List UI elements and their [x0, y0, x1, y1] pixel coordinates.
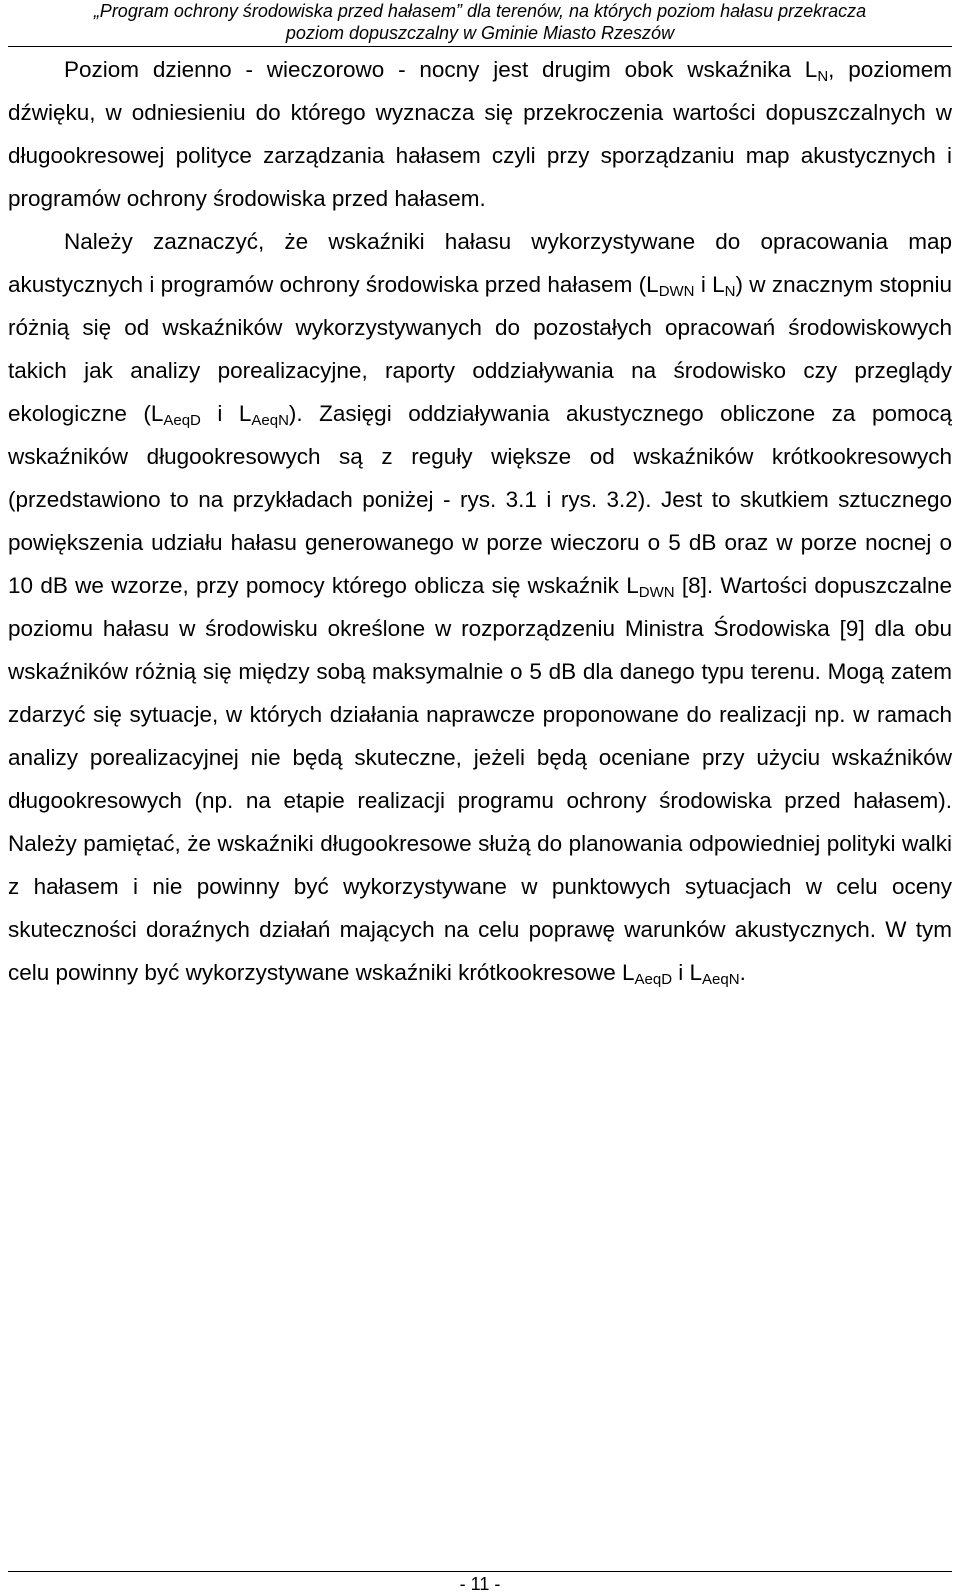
text-run: , poziomem dźwięku, w odniesieniu do którego wyznacza się przekroczenia wartości dopuszczalnych w długookresowej polityce zarządzania hałasem czyli przy sporządzaniu map akustycznych i programów ochrony środowiska przed hałasem.: [8, 57, 952, 211]
header-divider: [8, 46, 952, 47]
subscript: DWN: [658, 283, 695, 301]
paragraph-indicator-comparison: [8, 220, 952, 994]
subscript: AeqD: [163, 412, 201, 430]
text-run: i L: [694, 272, 725, 297]
text-run: [8]. Wartości dopuszczalne poziomu hałasu w środowisku określone w rozporządzeniu Ministra Środowiska [9] dla obu wskaźników różnią się między sobą maksymalnie o 5 dB dla danego typu terenu. Mogą zatem zdarzyć się sytuacje, w których działania naprawcze proponowane do realizacji np. w ramach analizy porealizacyjnej nie będą skuteczne, jeżeli będą oceniane przy użyciu wskaźników długookresowych (np. na etapie realizacji programu ochrony środowiska przed hałasem). Należy pamiętać, że wskaźniki długookresowe służą do planowania odpowiedniej polityki walki z hałasem i nie powinny być wykorzystywane w punktowych sytuacjach w celu oceny skuteczności doraźnych działań mających na celu poprawę warunków akustycznych. W tym celu powinny być wykorzystywane wskaźniki krótkookresowe L: [8, 573, 952, 985]
footer-divider: [8, 1571, 952, 1572]
page-header: [0, 0, 960, 44]
text-run: i L: [200, 401, 252, 426]
header-title-line-2: poziom dopuszczalny w Gminie Miasto Rzeszów: [285, 23, 675, 43]
text-run: ) w znacznym stopniu różnią się od wskaźników wykorzystywanych do pozostałych opracowań środowiskowych takich jak analizy porealizacyjne, raporty oddziaływania na środowisko czy przeglądy ekologiczne (L: [8, 272, 953, 426]
header-title-line-1: „Program ochrony środowiska przed hałasem” dla terenów, na których poziom hałasu przekracza: [93, 1, 867, 21]
subscript: AeqD: [634, 971, 673, 989]
text-run: Poziom dzienno - wieczorowo - nocny jest drugim obok wskaźnika L: [64, 57, 818, 82]
subscript: N: [817, 68, 829, 86]
page-number: - 11 -: [459, 1574, 501, 1594]
text-run: i L: [672, 960, 703, 985]
text-run: .: [739, 960, 746, 985]
text-run: ). Zasięgi oddziaływania akustycznego obliczone za pomocą wskaźników długookresowych są z reguły większe od wskaźników krótkookresowych (przedstawiono to na przykładach poniżej - rys. 3.1 i rys. 3.2). Jest to skutkiem sztucznego powiększenia udziału hałasu generowanego w porze wieczoru o 5 dB oraz w porze nocnej o 10 dB we wzorze, przy pomocy którego oblicza się wskaźnik L: [8, 401, 952, 598]
subscript: DWN: [638, 584, 675, 602]
text-run: Należy zaznaczyć, że wskaźniki hałasu wykorzystywane do opracowania map akustycznych i programów ochrony środowiska przed hałasem (L: [8, 229, 952, 297]
subscript: AeqN: [702, 971, 740, 989]
document-body: [8, 48, 952, 994]
paragraph-lden-definition: [8, 48, 952, 220]
subscript: N: [724, 283, 736, 301]
subscript: AeqN: [251, 412, 289, 430]
